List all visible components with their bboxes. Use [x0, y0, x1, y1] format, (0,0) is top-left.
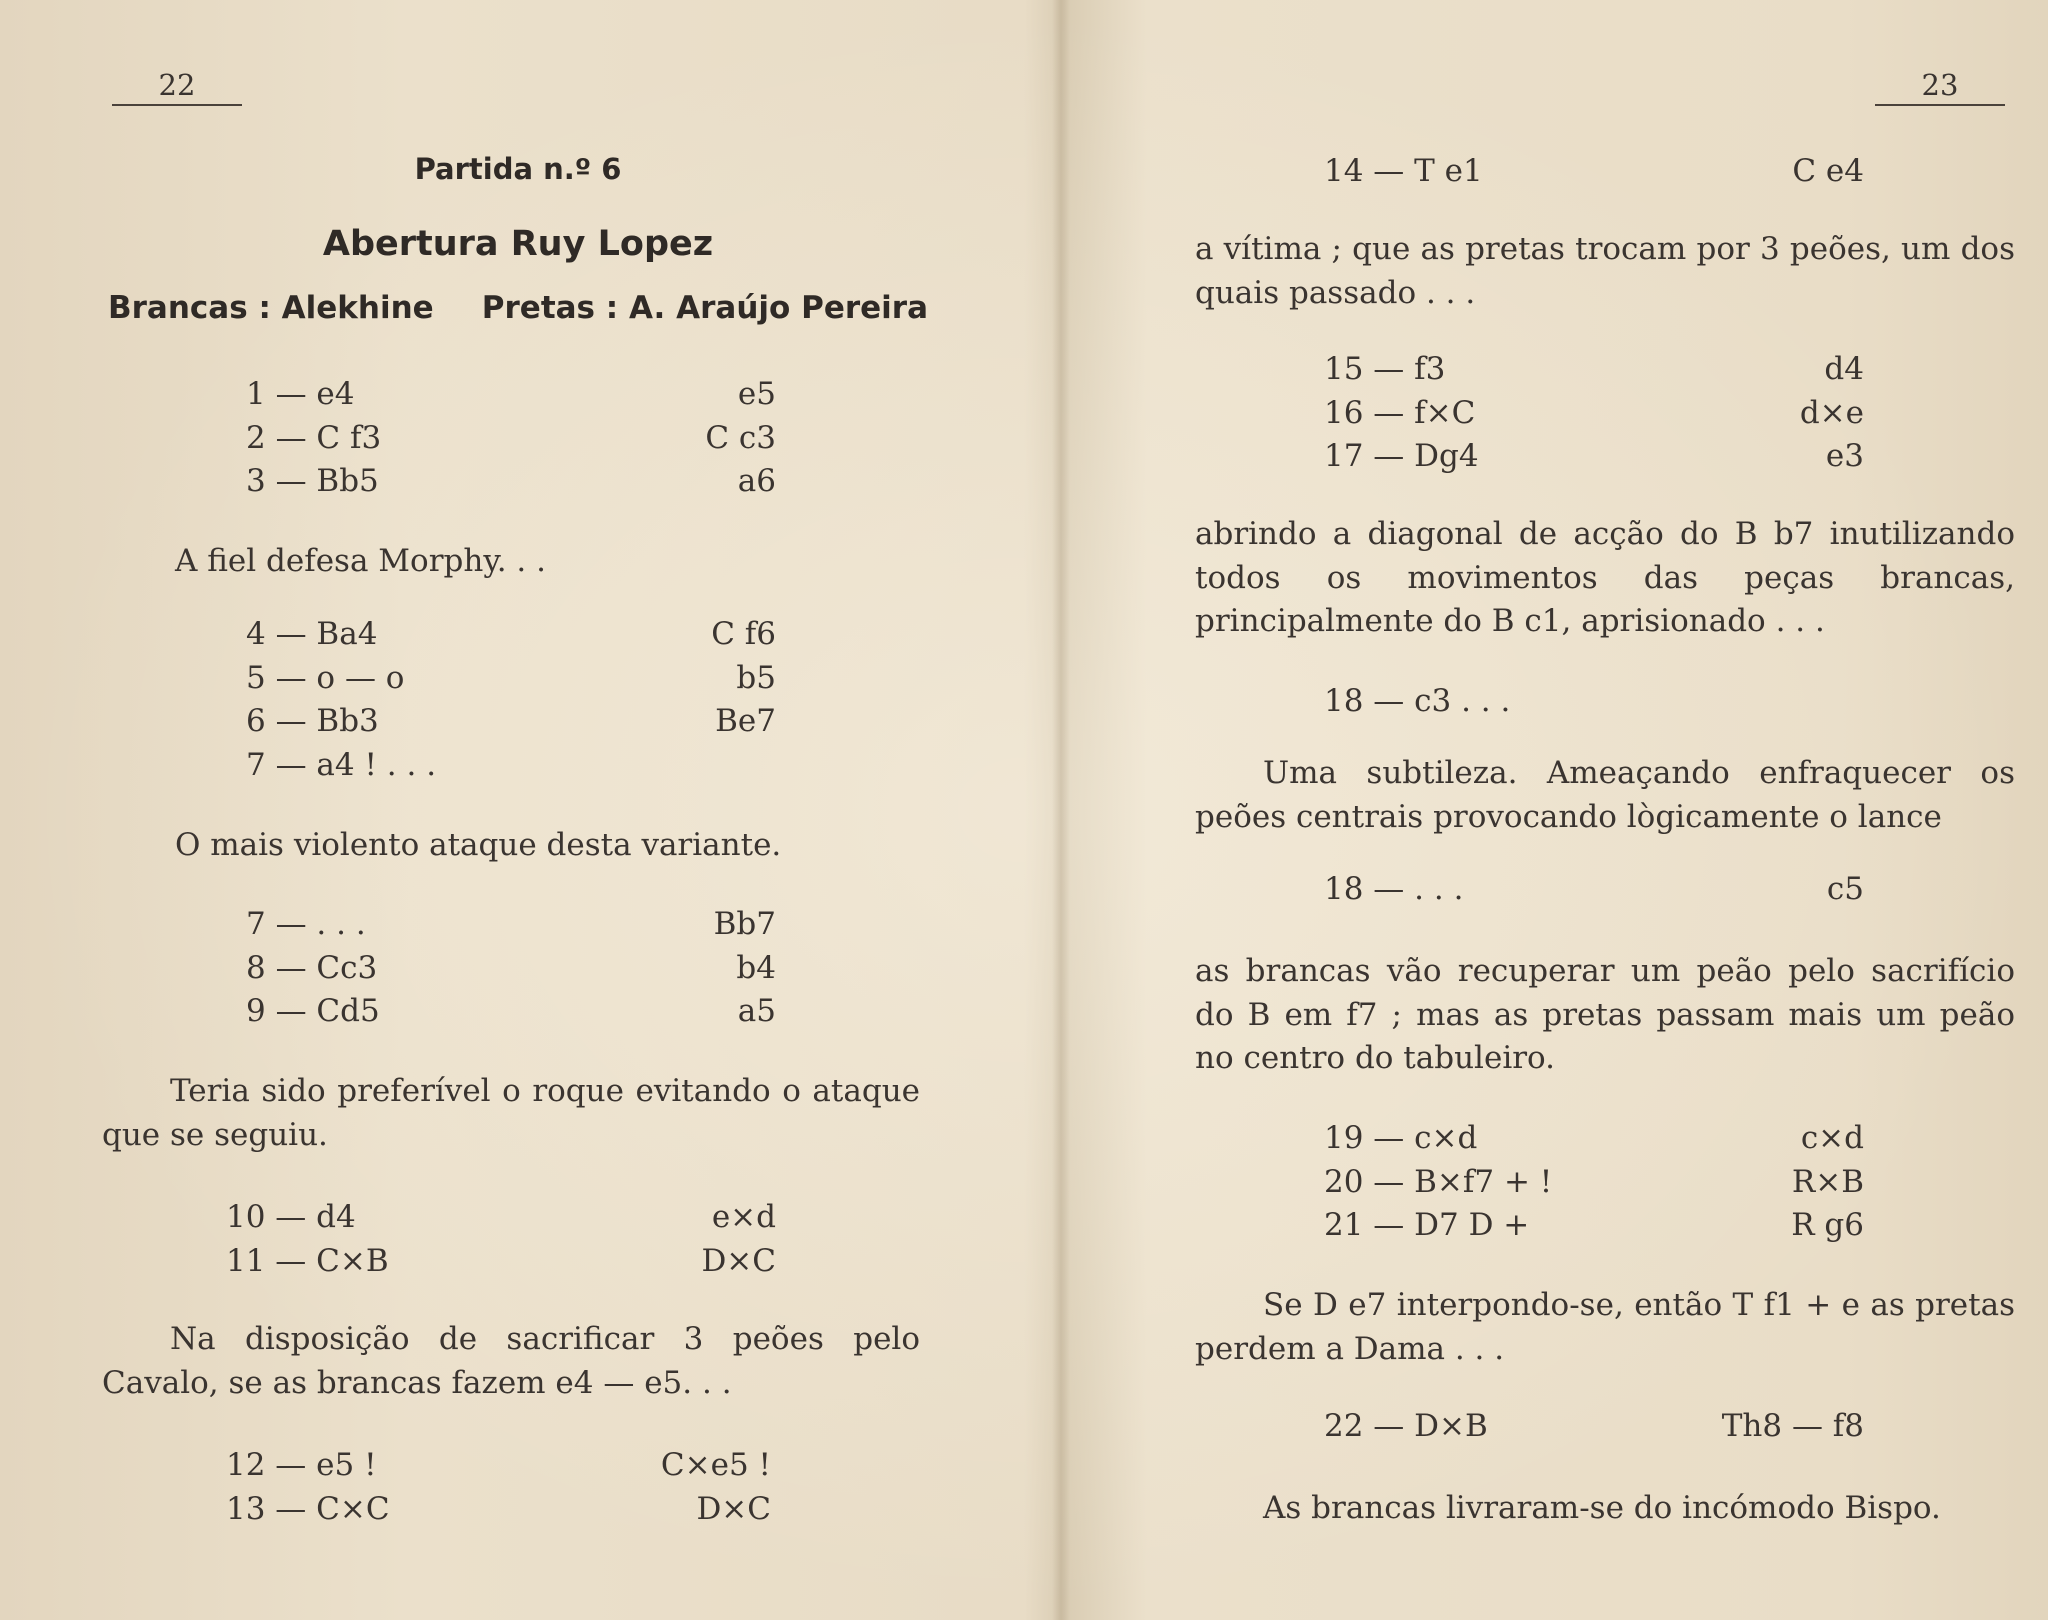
- move-row: [246, 657, 776, 701]
- commentary: abrindo a diagonal de acção do B b7 inutilizando todos os movimentos das peças brancas, principalmente do B c1, aprisionado . . .: [1195, 516, 2015, 639]
- move-row: [246, 744, 776, 788]
- white-move: 6 — Bb3: [246, 703, 379, 739]
- black-move: d4: [1824, 351, 1864, 387]
- black-move: e5: [737, 376, 776, 412]
- white-move: 19 — c×d: [1324, 1120, 1478, 1156]
- black-move: R g6: [1791, 1207, 1864, 1243]
- white-move: 12 — e5 !: [226, 1447, 377, 1483]
- move-row: [246, 903, 776, 947]
- white-move: 17 — Dg4: [1324, 438, 1479, 474]
- game-number: Partida n.º 6: [414, 152, 622, 186]
- move-list: [1324, 348, 1864, 479]
- black-move: Bb7: [713, 906, 776, 942]
- players-line: [108, 290, 928, 326]
- white-move: 21 — D7 D +: [1324, 1207, 1530, 1243]
- move-row: [1324, 868, 1864, 912]
- move-row: [246, 700, 776, 744]
- white-move: 8 — Cc3: [246, 949, 378, 986]
- move-row: [226, 1444, 771, 1488]
- white-move: 10 — d4: [226, 1199, 356, 1235]
- white-move: 3 — Bb5: [246, 463, 379, 499]
- move-row: [246, 417, 776, 461]
- white-move: 22 — D×B: [1324, 1408, 1488, 1444]
- black-move: Be7: [715, 703, 776, 739]
- page-number: 23: [1875, 68, 2005, 106]
- move-row: [246, 990, 776, 1034]
- black-move: d×e: [1799, 394, 1864, 431]
- black-move: c5: [1826, 871, 1864, 907]
- white-move: 11 — C×B: [226, 1242, 389, 1279]
- black-move: a6: [737, 463, 776, 499]
- book-gutter: [1052, 0, 1070, 1620]
- white-move: 14 — T e1: [1324, 153, 1483, 189]
- white-move: 9 — Cd5: [246, 993, 380, 1029]
- commentary: Na disposição de sacrificar 3 peões pelo Cavalo, se as brancas fazem e4 — e5. . .: [102, 1321, 920, 1401]
- white-move: 7 — . . .: [246, 906, 366, 942]
- black-move: c×d: [1800, 1120, 1864, 1156]
- commentary: Teria sido preferível o roque evitando o ataque que se seguiu.: [102, 1073, 920, 1153]
- move-row: [246, 613, 776, 657]
- move-row: [1324, 1161, 1864, 1205]
- commentary: a vítima ; que as pretas trocam por 3 peões, um dos quais passado . . .: [1195, 231, 2015, 311]
- white-player: Brancas : Alekhine: [108, 290, 434, 326]
- white-move: 4 — Ba4: [246, 616, 378, 652]
- move-list: [1324, 868, 1864, 912]
- black-move: b5: [736, 659, 776, 696]
- move-list: [1324, 1117, 1864, 1248]
- opening-title: Abertura Ruy Lopez: [322, 224, 714, 264]
- white-move: 16 — f×C: [1324, 394, 1476, 431]
- black-move: Th8 — f8: [1721, 1408, 1864, 1444]
- black-player: Pretas : A. Araújo Pereira: [481, 290, 928, 326]
- move-list: [246, 613, 776, 787]
- black-move: C c3: [705, 419, 776, 456]
- commentary: Uma subtileza. Ameaçando enfraquecer os peões centrais provocando lògicamente o lance: [1195, 755, 2015, 835]
- black-move: a5: [737, 993, 776, 1029]
- white-move: 1 — e4: [246, 376, 355, 412]
- move-row: [1324, 435, 1864, 479]
- black-move: C×e5 !: [660, 1447, 771, 1483]
- commentary: A fiel defesa Morphy. . .: [175, 543, 546, 579]
- move-row: [1324, 348, 1864, 392]
- white-move: 18 — c3 . . .: [1324, 683, 1511, 719]
- white-move: 20 — B×f7 + !: [1324, 1163, 1553, 1200]
- white-move: 13 — C×C: [226, 1490, 390, 1527]
- white-move: 2 — C f3: [246, 419, 382, 456]
- black-move: D×C: [696, 1490, 771, 1527]
- move-row: [1324, 392, 1864, 436]
- move-list: [246, 373, 776, 504]
- commentary: O mais violento ataque desta variante.: [175, 827, 782, 863]
- black-move: D×C: [701, 1242, 776, 1279]
- move-row: [1324, 1405, 1864, 1449]
- move-row: [1324, 1117, 1864, 1161]
- move-list: [1324, 150, 1864, 194]
- commentary: As brancas livraram-se do incómodo Bispo.: [1263, 1490, 1941, 1526]
- black-move: C f6: [711, 616, 776, 652]
- white-move: 7 — a4 ! . . .: [246, 746, 437, 783]
- commentary: Se D e7 interpondo-se, então T f1 + e as pretas perdem a Dama . . .: [1195, 1287, 2015, 1367]
- right-page: [1070, 0, 2048, 1620]
- move-row: [246, 373, 776, 417]
- move-row: [226, 1240, 776, 1284]
- move-row: [1324, 1204, 1864, 1248]
- commentary: as brancas vão recuperar um peão pelo sacrifício do B em f7 ; mas as pretas passam mais um peão no centro do tabuleiro.: [1195, 953, 2015, 1076]
- black-move: e3: [1825, 438, 1864, 474]
- move-row: [1324, 150, 1864, 194]
- black-move: b4: [736, 949, 776, 986]
- black-move: e×d: [711, 1199, 776, 1235]
- move-row: [226, 1488, 771, 1532]
- page-number: 22: [112, 68, 242, 106]
- white-move: 5 — o — o: [246, 659, 405, 696]
- move-row: [246, 947, 776, 991]
- black-move: R×B: [1791, 1163, 1864, 1200]
- move-row: [246, 460, 776, 504]
- move-list: [1324, 1405, 1864, 1449]
- white-move: 18 — . . .: [1324, 871, 1464, 907]
- move-list: [226, 1444, 771, 1531]
- move-list: [226, 1196, 776, 1283]
- move-row: [226, 1196, 776, 1240]
- black-move: C e4: [1792, 153, 1864, 189]
- move-list: [1324, 680, 1864, 724]
- move-row: [1324, 680, 1864, 724]
- move-list: [246, 903, 776, 1034]
- white-move: 15 — f3: [1324, 351, 1446, 387]
